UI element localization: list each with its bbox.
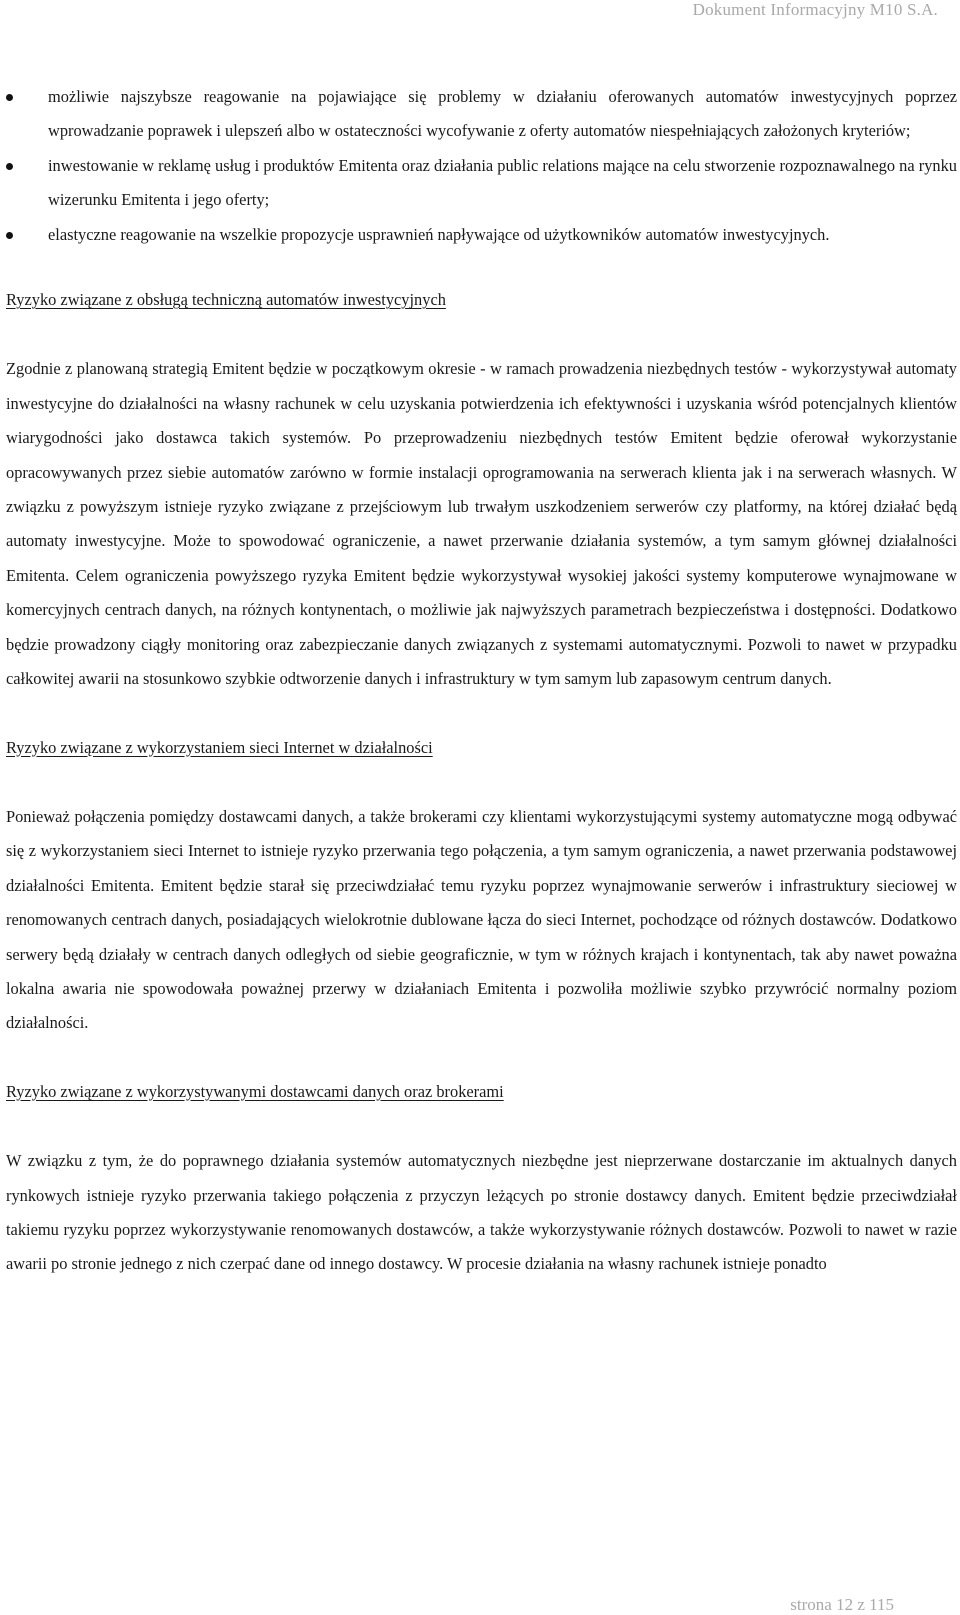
bullet-icon <box>6 163 13 170</box>
section-title-internet-risk: Ryzyko związane z wykorzystaniem sieci Internet w działalności <box>6 737 433 757</box>
page-header-title: Dokument Informacyjny M10 S.A. <box>692 0 938 19</box>
section-paragraph-internet-risk: Ponieważ połączenia pomiędzy dostawcami danych, a także brokerami czy klientami wykorzystującymi systemy automatyczne mogą odbywać się z wykorzystaniem sieci Internet to istnieje ryzyko przerwania tego połączenia, a tym samym ograniczenia, a nawet przerwania podstawowej działalności Emitenta. Emitent będzie starał się przeciwdziałać temu ryzyku poprzez wynajmowanie serwerów i infrastruktury sieciowej w renomowanych centrach danych, posiadających wielokrotnie dublowane łącza do sieci Internet, pochodzące od różnych dostawców. Dodatkowo serwery będą działały w centrach danych odległych od siebie geograficznie, w tym w różnych krajach i kontynentach, tak aby nawet poważna lokalna awaria nie spowodowała poważnej przerwy w działaniach Emitenta i pozwoliła możliwie szybko przywrócić normalny poziom działalności. <box>6 806 957 1033</box>
document-body <box>6 80 957 1282</box>
bullet-text: możliwie najszybsze reagowanie na pojawiające się problemy w działaniu oferowanych automatów inwestycyjnych poprzez wprowadzanie poprawek i ulepszeń albo w ostateczności wycofywanie z oferty automatów niespełniających założonych kryteriów; <box>48 87 957 141</box>
bullet-icon <box>6 94 13 101</box>
bullet-text: inwestowanie w reklamę usług i produktów Emitenta oraz działania public relations mające na celu stworzenie rozpoznawalnego na rynku wizerunku Emitenta i jego oferty; <box>48 155 957 210</box>
section-title-data-providers-risk: Ryzyko związane z wykorzystywanymi dostawcami danych oraz brokerami <box>6 1081 504 1101</box>
bullet-item <box>6 218 957 252</box>
bullet-item <box>6 149 957 218</box>
page-number: strona 12 z 115 <box>790 1595 894 1614</box>
section-paragraph-data-providers-risk: W związku z tym, że do poprawnego działania systemów automatycznych niezbędne jest nieprzerwane dostarczanie im aktualnych danych rynkowych istnieje ryzyko przerwania takiego połączenia z przyczyn leżących po stronie dostawcy danych. Emitent będzie przeciwdziałał takiemu ryzyku poprzez wykorzystywanie renomowanych dostawców, a także wykorzystywanie różnych dostawców. Pozwoli to nawet w razie awarii po stronie jednego z nich czerpać dane od innego dostawcy. W procesie działania na własny rachunek istnieje ponadto <box>6 1151 957 1274</box>
bullet-item <box>6 80 957 149</box>
section-title-technical-risk: Ryzyko związane z obsługą techniczną automatów inwestycyjnych <box>6 290 446 310</box>
section-paragraph-technical-risk: Zgodnie z planowaną strategią Emitent będzie w początkowym okresie - w ramach prowadzenia niezbędnych testów - wykorzystywał automaty inwestycyjne do działalności na własny rachunek w celu uzyskania potwierdzenia ich efektywności i uzyskania wśród potencjalnych klientów wiarygodności jako dostawca takich systemów. Po przeprowadzeniu niezbędnych testów Emitent będzie oferował wykorzystanie opracowywanych przez siebie automatów zarówno w formie instalacji oprogramowania na serwerach klienta jak i na serwerach własnych. W związku z powyższym istnieje ryzyko związane z przejściowym lub trwałym uszkodzeniem serwerów czy platformy, na której działać będą automaty inwestycyjne. Może to spowodować ograniczenie, a nawet przerwanie działania systemów, a tym samym głównej działalności Emitenta. Celem ograniczenia powyższego ryzyka Emitent będzie wykorzystywał wysokiej jakości systemy komputerowe wynajmowane w komercyjnych centrach danych, na różnych kontynentach, o możliwie jak najwyższych parametrach bezpieczeństwa i dostępności. Dodatkowo będzie prowadzony ciągły monitoring oraz zabezpieczanie danych związanych z systemami automatycznymi. Pozwoli to nawet w przypadku całkowitej awarii na stosunkowo szybkie odtworzenie danych i infrastruktury w tym samym lub zapasowym centrum danych. <box>6 359 957 689</box>
bullet-list <box>6 80 957 252</box>
bullet-icon <box>6 232 13 239</box>
bullet-text: elastyczne reagowanie na wszelkie propozycje usprawnień napływające od użytkowników automatów inwestycyjnych. <box>48 224 830 244</box>
